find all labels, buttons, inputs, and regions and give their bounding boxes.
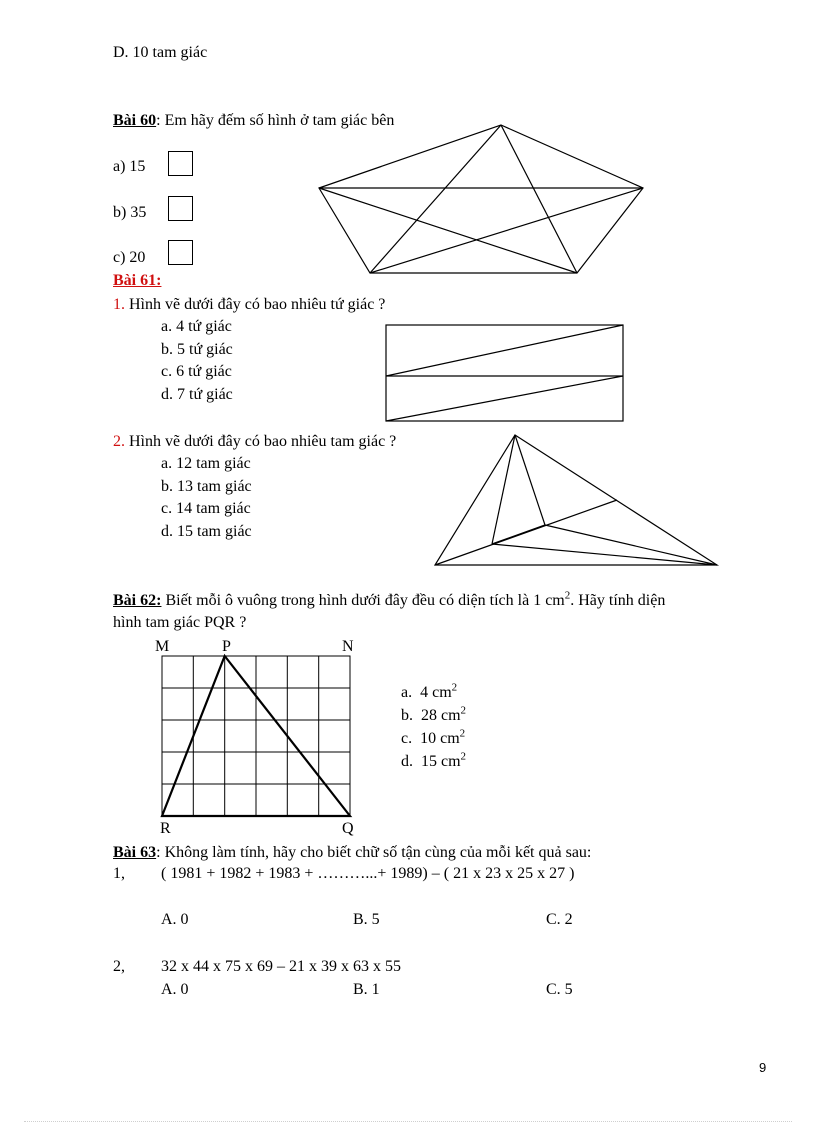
bai60-option-b: b) 35 — [113, 204, 147, 221]
top-option: D. 10 tam giác — [113, 44, 208, 61]
bai63-q2-option-a: A. 0 — [161, 981, 189, 998]
bai63-q2-expression: 32 x 44 x 75 x 69 – 21 x 39 x 63 x 55 — [161, 958, 401, 975]
bai60-text: : Em hãy đếm số hình ở tam giác bên — [156, 112, 395, 129]
bai62-option-a — [401, 683, 457, 703]
bai61-q2-option-d: d. 15 tam giác — [161, 523, 252, 540]
option-prefix: c. — [401, 730, 413, 747]
bai63-title: Bài 63 — [113, 844, 157, 861]
bai61-title: Bài 61: — [113, 272, 162, 289]
bai62-text-b: . Hãy tính diện — [570, 592, 666, 609]
page-number: 9 — [759, 1060, 767, 1075]
option-value: 15 cm — [421, 753, 461, 770]
bai60-option-c: c) 20 — [113, 249, 146, 266]
option-prefix: b. — [401, 707, 413, 724]
bai61-q1-option-b: b. 5 tứ giác — [161, 341, 233, 358]
bai61-q1-number: 1. — [113, 296, 125, 313]
grid-label-m: M — [155, 638, 170, 655]
option-sup: 2 — [460, 704, 467, 717]
bai63-q2-number: 2, — [113, 958, 125, 975]
bai63-q1-option-b: B. 5 — [353, 911, 380, 928]
bai63-q1-expression: ( 1981 + 1982 + 1983 + ………...+ 1989) – ( 21 x 23 x 25 x 27 ) — [161, 865, 575, 882]
option-sup: 2 — [460, 750, 467, 763]
bai63-q2-option-b: B. 1 — [353, 981, 380, 998]
bai62-option-d — [401, 752, 466, 772]
bai61-q1-option-d: d. 7 tứ giác — [161, 386, 233, 403]
grid-label-p: P — [222, 638, 231, 655]
option-value: 28 cm — [421, 707, 461, 724]
bai60-title: Bài 60 — [113, 112, 157, 129]
bai61-q1-text: Hình vẽ dưới đây có bao nhiêu tứ giác ? — [125, 296, 386, 313]
bai62-text-a: Biết mỗi ô vuông trong hình dưới đây đều có diện tích là 1 cm — [161, 592, 565, 609]
bai61-q1-option-c: c. 6 tứ giác — [161, 363, 232, 380]
bai61-q2-option-c: c. 14 tam giác — [161, 500, 251, 517]
option-sup: 2 — [451, 681, 458, 694]
bai63-q1-option-a: A. 0 — [161, 911, 189, 928]
bai62-title: Bài 62: — [113, 592, 162, 609]
grid-label-r: R — [160, 820, 171, 837]
footer-divider — [24, 1121, 792, 1122]
grid-label-n: N — [342, 638, 354, 655]
bai63-text: : Không làm tính, hãy cho biết chữ số tận cùng của mỗi kết quả sau: — [156, 844, 592, 861]
bai63-q2-option-c: C. 5 — [546, 981, 573, 998]
bai61-q2-option-a: a. 12 tam giác — [161, 455, 251, 472]
bai62-line2: hình tam giác PQR ? — [113, 614, 247, 631]
bai60-option-a: a) 15 — [113, 158, 146, 175]
bai61-q2-number: 2. — [113, 433, 125, 450]
bai61-q2-text: Hình vẽ dưới đây có bao nhiêu tam giác ? — [125, 433, 397, 450]
option-sup: 2 — [459, 727, 466, 740]
bai62-option-b — [401, 706, 466, 726]
grid-label-q: Q — [342, 820, 354, 837]
bai61-q2-option-b: b. 13 tam giác — [161, 478, 252, 495]
bai62-sup: 2 — [564, 589, 571, 602]
bai63-q1-number: 1, — [113, 865, 125, 882]
option-value: 4 cm — [420, 684, 452, 701]
bai63-heading — [113, 843, 591, 863]
bai63-q1-option-c: C. 2 — [546, 911, 573, 928]
bai62-option-c — [401, 729, 465, 749]
option-value: 10 cm — [420, 730, 460, 747]
option-prefix: a. — [401, 684, 413, 701]
option-prefix: d. — [401, 753, 413, 770]
bai61-q1-option-a: a. 4 tứ giác — [161, 318, 232, 335]
